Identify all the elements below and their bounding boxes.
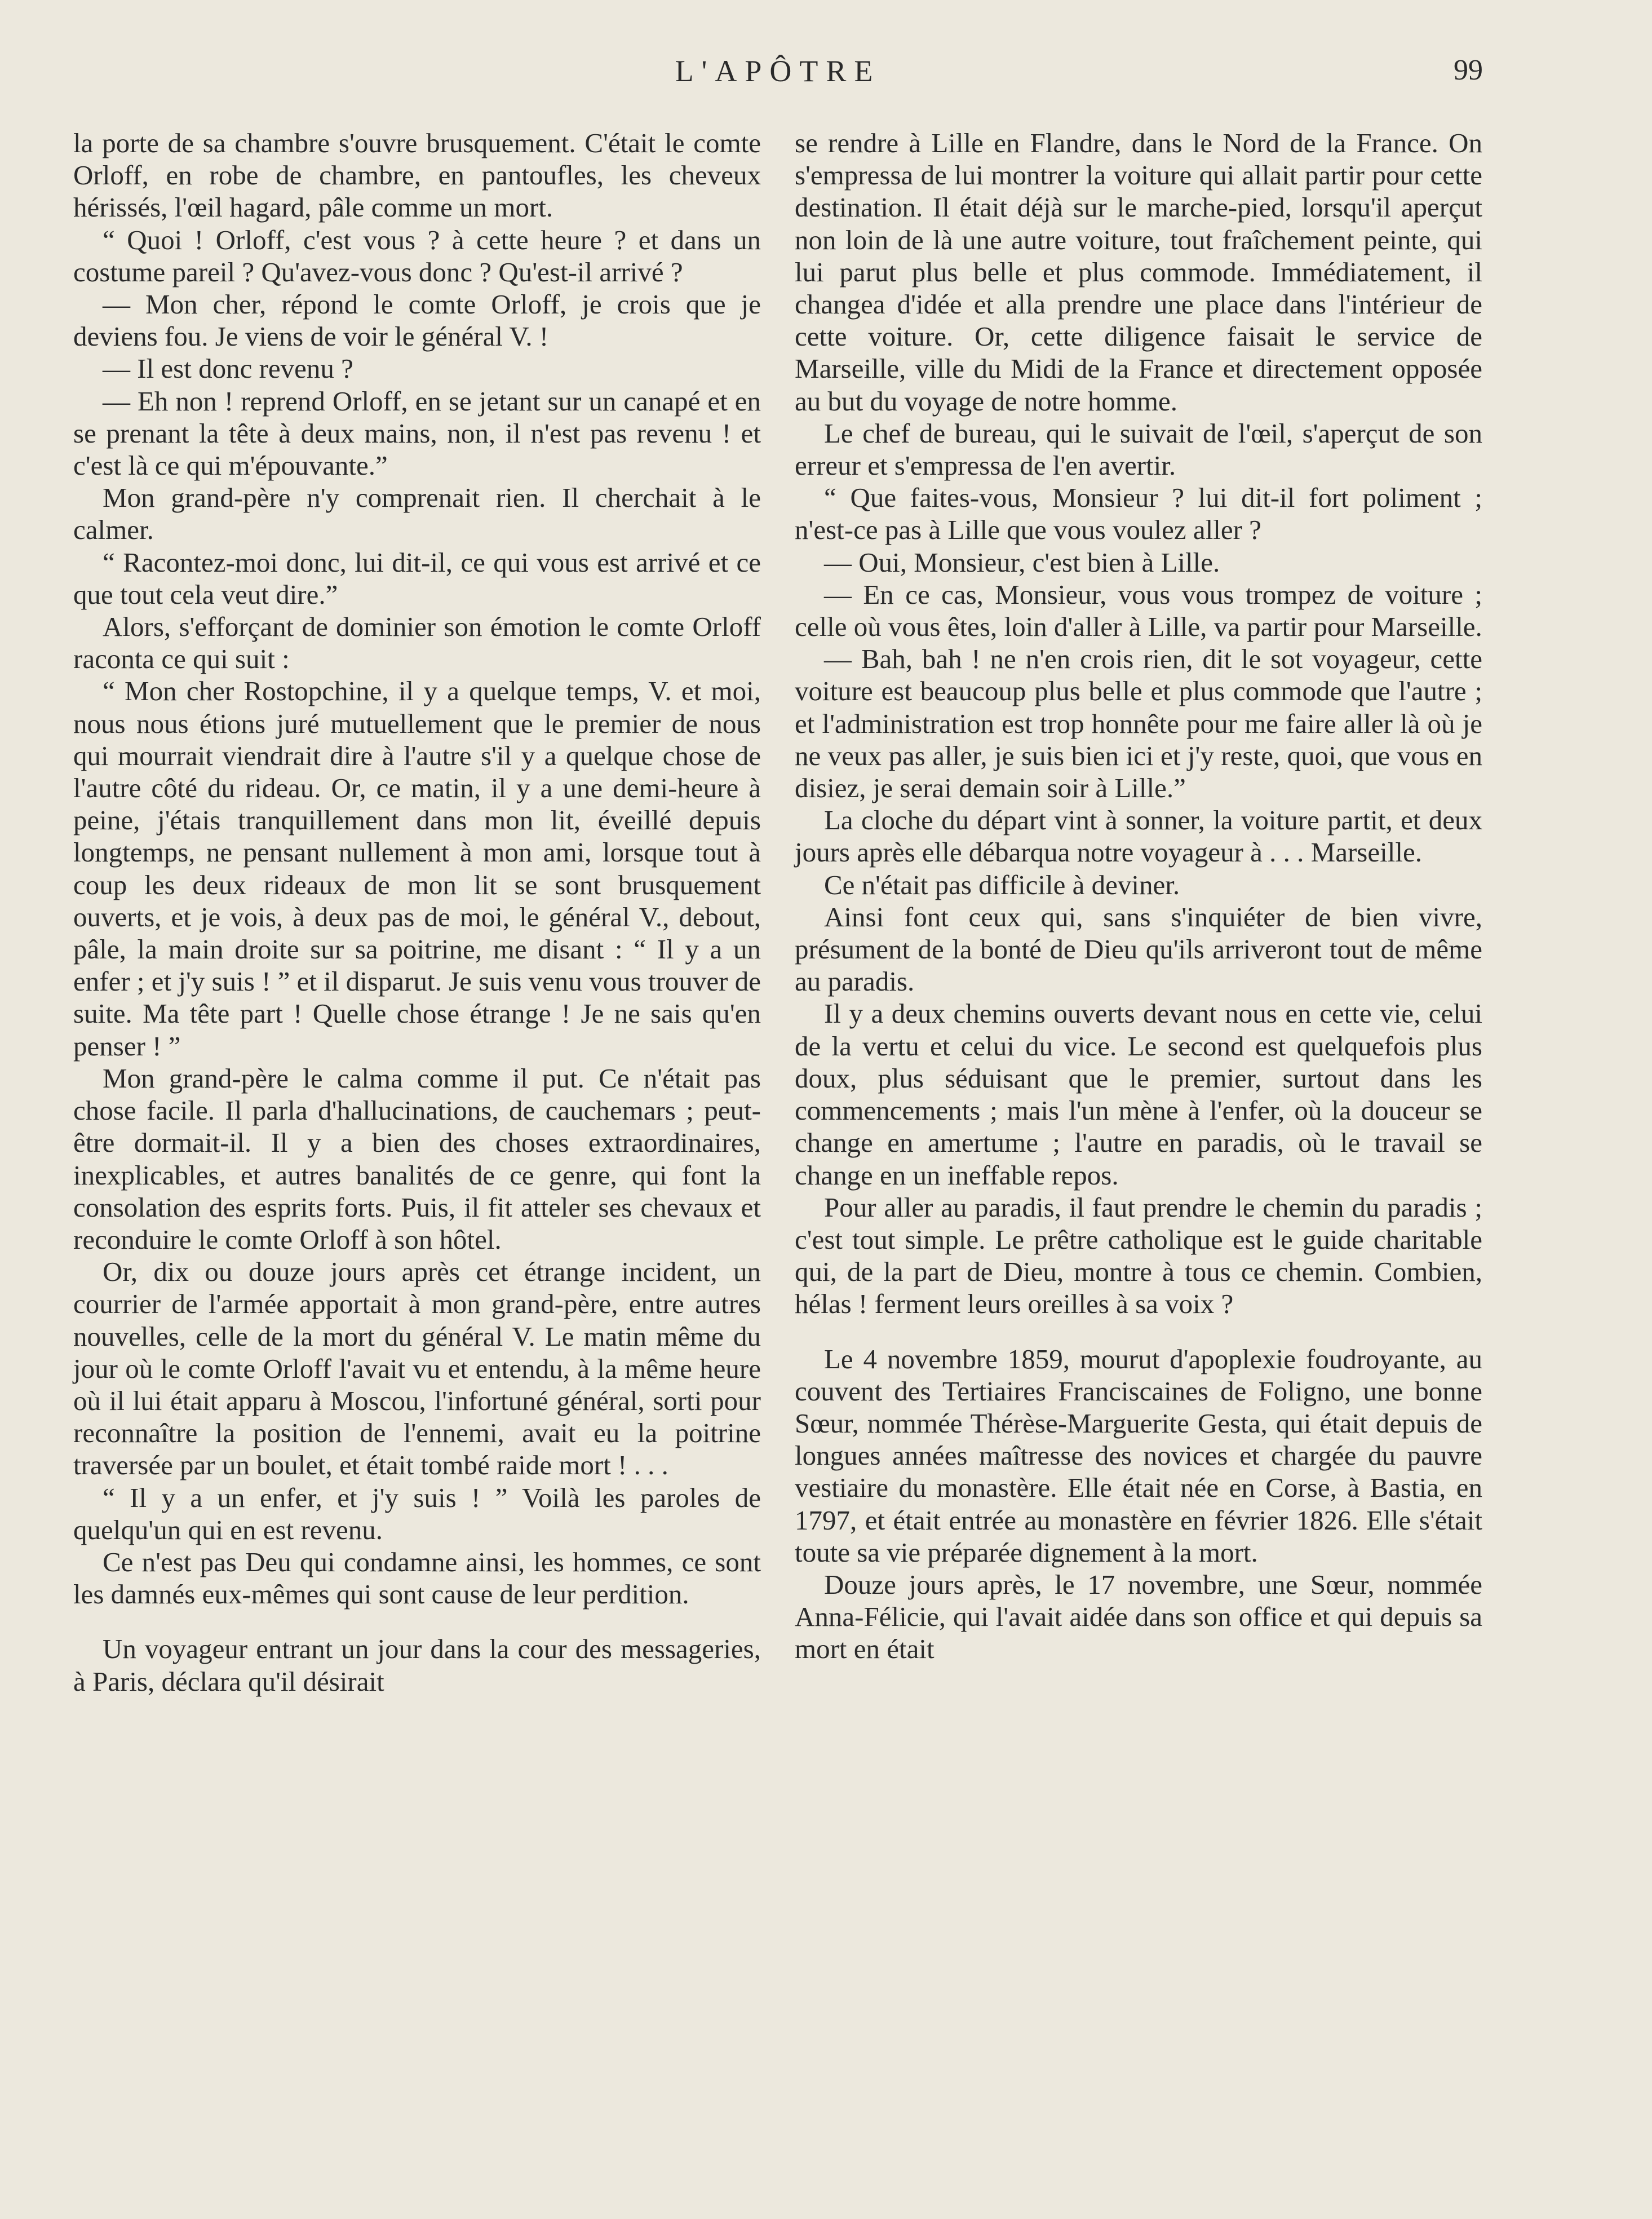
paragraph: se rendre à Lille en Flandre, dans le Nord de la France. On s'empressa de lui montrer la voiture qui allait partir pour cette destination. Il était déjà sur le marche-pied, lorsqu'il aperçut non loin de là une autre voiture, tout fraîchement peinte, qui lui parut plus belle et plus commode. Immédiatement, il changea d'idée et alla prendre une place dans l'intérieur de cette voiture. Or, cette diligence faisait le service de Marseille, ville du Midi de la France et directement opposée au but du voyage de notre homme. (795, 127, 1482, 417)
paragraph: “ Quoi ! Orloff, c'est vous ? à cette heure ? et dans un costume pareil ? Qu'avez-vous donc ? Qu'est-il arrivé ? (73, 224, 761, 288)
paragraph: “ Que faites-vous, Monsieur ? lui dit-il fort poliment ; n'est-ce pas à Lille que vous voulez aller ? (795, 482, 1482, 546)
paragraph: “ Mon cher Rostopchine, il y a quelque temps, V. et moi, nous nous étions juré mutuellement que le premier de nous qui mourrait viendrait dire à l'autre s'il y a quelque chose de l'autre côté du rideau. Or, ce matin, il y a une demi-heure à peine, j'étais tranquillement dans mon lit, éveillé depuis longtemps, ne pensant nullement à mon ami, lorsque tout à coup les deux rideaux de mon lit se sont brusquement ouverts, et je vois, à deux pas de moi, le général V., debout, pâle, la main droite sur sa poitrine, me disant : “ Il y a un enfer ; et j'y suis ! ” et il disparut. Je suis venu vous trouver de suite. Ma tête part ! Quelle chose étrange ! Je ne sais qu'en penser ! ” (73, 675, 761, 1062)
paragraph: “ Racontez-moi donc, lui dit-il, ce qui vous est arrivé et ce que tout cela veut dire.” (73, 546, 761, 610)
paragraph: — Eh non ! reprend Orloff, en se jetant sur un canapé et en se prenant la tête à deux mains, non, il n'est pas revenu ! et c'est là ce qui m'épouvante.” (73, 385, 761, 481)
paragraph: Ce n'est pas Deu qui condamne ainsi, les hommes, ce sont les damnés eux-mêmes qui sont cause de leur perdition. (73, 1546, 761, 1610)
page-number: 99 (1454, 54, 1483, 86)
right-column (795, 127, 1482, 1665)
paragraph: — Mon cher, répond le comte Orloff, je crois que je deviens fou. Je viens de voir le général V. ! (73, 289, 761, 352)
paragraph: Un voyageur entrant un jour dans la cour des messageries, à Paris, déclara qu'il désirait (73, 1633, 761, 1697)
paragraph: Ainsi font ceux qui, sans s'inquiéter de bien vivre, présument de la bonté de Dieu qu'ils arriveront tout de même au paradis. (795, 901, 1482, 997)
left-column (73, 127, 761, 1698)
paragraph: Pour aller au paradis, il faut prendre le chemin du paradis ; c'est tout simple. Le prêtre catholique est le guide charitable qui, de la part de Dieu, montre à tous ce chemin. Combien, hélas ! ferment leurs oreilles à sa voix ? (795, 1191, 1482, 1320)
paragraph: — Oui, Monsieur, c'est bien à Lille. (824, 546, 1220, 578)
paragraph: Douze jours après, le 17 novembre, une Sœur, nommée Anna-Félicie, qui l'avait aidée dans son office et qui depuis sa mort en était (795, 1568, 1482, 1665)
paragraph: — En ce cas, Monsieur, vous vous trompez de voiture ; celle où vous êtes, loin d'aller à Lille, va partir pour Marseille. (795, 578, 1482, 643)
paragraph: Mon grand-père le calma comme il put. Ce n'était pas chose facile. Il parla d'hallucinations, de cauchemars ; peut-être dormait-il. Il y a bien des choses extraordinaires, inexplicables, et autres banalités de ce genre, qui font la consolation des esprits forts. Puis, il fit atteler ses chevaux et reconduire le comte Orloff à son hôtel. (73, 1062, 761, 1255)
paragraph: Il y a deux chemins ouverts devant nous en cette vie, celui de la vertu et celui du vice. Le second est quelquefois plus doux, plus séduisant que le premier, surtout dans les commencements ; mais l'un mène à l'enfer, où la douceur se change en amertume ; l'autre en paradis, où le travail se change en un ineffable repos. (795, 998, 1482, 1191)
paragraph: Alors, s'efforçant de dominier son émotion le comte Orloff raconta ce qui suit : (73, 611, 761, 675)
paragraph: Le chef de bureau, qui le suivait de l'œil, s'aperçut de son erreur et s'empressa de l'en avertir. (795, 417, 1482, 481)
paragraph: — Bah, bah ! ne n'en crois rien, dit le sot voyageur, cette voiture est beaucoup plus belle et plus commode que l'autre ; et l'administration est trop honnête pour me faire aller là où je ne veux pas aller, je suis bien ici et j'y reste, quoi, que vous en disiez, je serai demain soir à Lille.” (795, 643, 1482, 804)
running-title: L'APÔTRE (675, 54, 881, 88)
paragraph: Mon grand-père n'y comprenait rien. Il cherchait à le calmer. (73, 482, 761, 546)
paragraph: Or, dix ou douze jours après cet étrange incident, un courrier de l'armée apportait à mon grand-père, entre autres nouvelles, celle de la mort du général V. Le matin même du jour où le comte Orloff l'avait vu et entendu, à la même heure où il lui était apparu à Moscou, l'infortuné général, sorti pour reconnaître la position de l'ennemi, avait eu la poitrine traversée par un boulet, et était tombé raide mort ! . . . (73, 1256, 761, 1481)
paragraph: Ce n'était pas difficile à deviner. (824, 869, 1180, 900)
paragraph: La cloche du départ vint à sonner, la voiture partit, et deux jours après elle débarqua notre voyageur à . . . Marseille. (795, 805, 1482, 868)
paragraph: Le 4 novembre 1859, mourut d'apoplexie foudroyante, au couvent des Tertiaires Franciscaines de Foligno, une bonne Sœur, nommée Thérèse-Marguerite Gesta, qui était depuis de longues années maîtresse des novices et chargée du pauvre vestiaire du monastère. Elle était née en Corse, à Bastia, en 1797, et était entrée au monastère en février 1826. Elle s'était toute sa vie préparée dignement à la mort. (795, 1343, 1482, 1568)
paragraph: “ Il y a un enfer, et j'y suis ! ” Voilà les paroles de quelqu'un qui en est revenu. (73, 1482, 761, 1545)
paragraph: la porte de sa chambre s'ouvre brusquement. C'était le comte Orloff, en robe de chambre, en pantoufles, les cheveux hérissés, l'œil hagard, pâle comme un mort. (73, 127, 761, 223)
paragraph: — Il est donc revenu ? (103, 353, 353, 384)
